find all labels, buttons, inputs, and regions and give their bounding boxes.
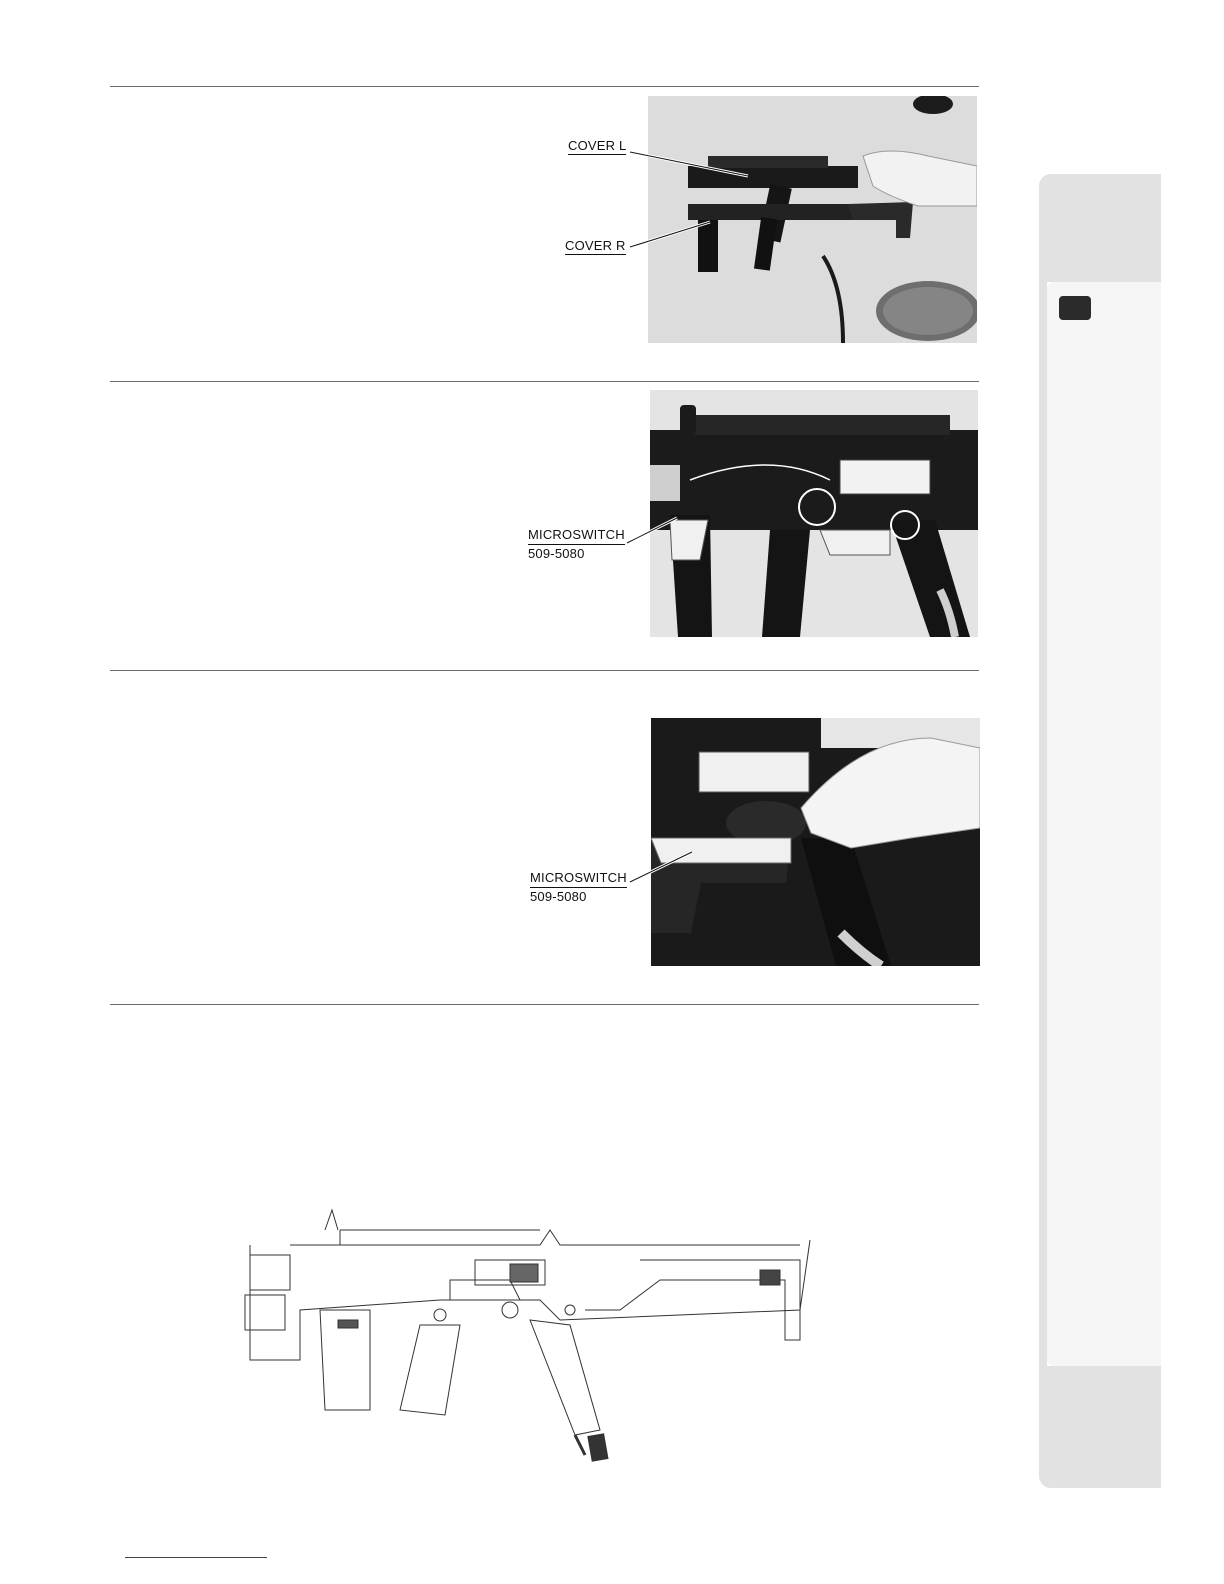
microswitch-name-3: MICROSWITCH — [530, 869, 627, 888]
microswitch-label-3 — [530, 869, 627, 905]
gun-assembly-line-drawing — [240, 1200, 820, 1475]
section-divider-3 — [110, 670, 979, 671]
microswitch-part-3: 509-5080 — [530, 889, 587, 904]
side-tab-edge — [1039, 282, 1047, 1366]
side-tab-panel — [1047, 282, 1161, 1366]
cover-r-text: COVER R — [565, 238, 626, 253]
microswitch-removal-photo — [651, 718, 980, 966]
microswitch-name-2: MICROSWITCH — [528, 526, 625, 545]
side-tab-bottom — [1039, 1366, 1161, 1488]
section-divider-1 — [110, 86, 979, 87]
cover-l-text: COVER L — [568, 138, 627, 153]
microswitch-part-2: 509-5080 — [528, 546, 585, 561]
section-divider-4 — [110, 1004, 979, 1005]
footer-link-line — [125, 1557, 267, 1558]
section-divider-2 — [110, 381, 979, 382]
gun-cover-photo — [648, 96, 977, 343]
microswitch-photo — [650, 390, 978, 637]
cover-r-label — [565, 237, 626, 254]
cover-l-label — [568, 137, 626, 154]
side-tab-top — [1039, 174, 1161, 282]
microswitch-label-2 — [528, 526, 625, 562]
section-tab-icon — [1059, 296, 1091, 320]
